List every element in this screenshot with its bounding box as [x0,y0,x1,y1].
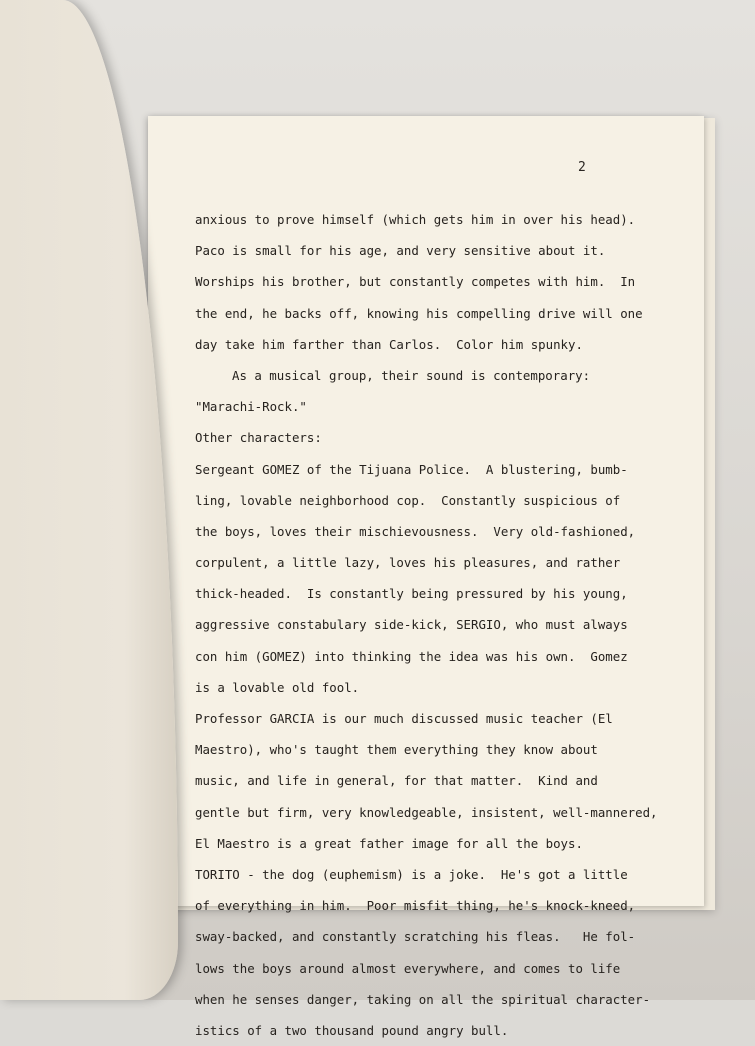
text-line: music, and life in general, for that matter. Kind and [195,773,598,789]
text-line: istics of a two thousand pound angry bull. [195,1022,509,1038]
text-line: Other characters: [195,430,322,446]
text-line: lows the boys around almost everywhere, and comes to life [195,960,621,976]
text-line: Professor GARCIA is our much discussed music teacher (El [195,711,613,726]
text-line: As a musical group, their sound is contemporary: [232,367,591,383]
text-line: the boys, loves their mischievousness. Very old-fashioned, [195,523,636,539]
text-line: Sergeant GOMEZ of the Tijuana Police. A blustering, bumb- [195,461,628,477]
text-line: Paco is small for his age, and very sensitive about it. [195,243,606,259]
text-line: the end, he backs off, knowing his compelling drive will one [195,305,643,321]
text-line: is a lovable old fool. [195,679,360,695]
page-body [195,204,695,1046]
text-line: "Marachi-Rock." [195,399,307,415]
typed-page [148,116,704,1038]
text-line: anxious to prove himself (which gets him in over his head). [195,212,636,227]
text-line: corpulent, a little lazy, loves his pleasures, and rather [195,555,621,571]
text-line: thick-headed. Is constantly being pressured by his young, [195,586,628,602]
text-line: con him (GOMEZ) into thinking the idea was his own. Gomez [195,648,628,664]
text-line: when he senses danger, taking on all the spiritual character- [195,991,651,1007]
text-line: TORITO - the dog (euphemism) is a joke. He's got a little [195,866,628,882]
text-line: gentle but firm, very knowledgeable, insistent, well-mannered, [195,804,658,820]
text-line: aggressive constabulary side-kick, SERGIO, who must always [195,617,628,633]
text-line: Worships his brother, but constantly competes with him. In [195,274,636,290]
text-line: Maestro), who's taught them everything they know about [195,742,598,758]
text-line: day take him farther than Carlos. Color him spunky. [195,336,583,352]
page-number: 2 [578,160,586,175]
text-line: ling, lovable neighborhood cop. Constantly suspicious of [195,492,621,508]
text-line: of everything in him. Poor misfit thing, he's knock-kneed, [195,898,636,914]
text-line: El Maestro is a great father image for all the boys. [195,835,583,851]
text-line: sway-backed, and constantly scratching his fleas. He fol- [195,929,636,945]
